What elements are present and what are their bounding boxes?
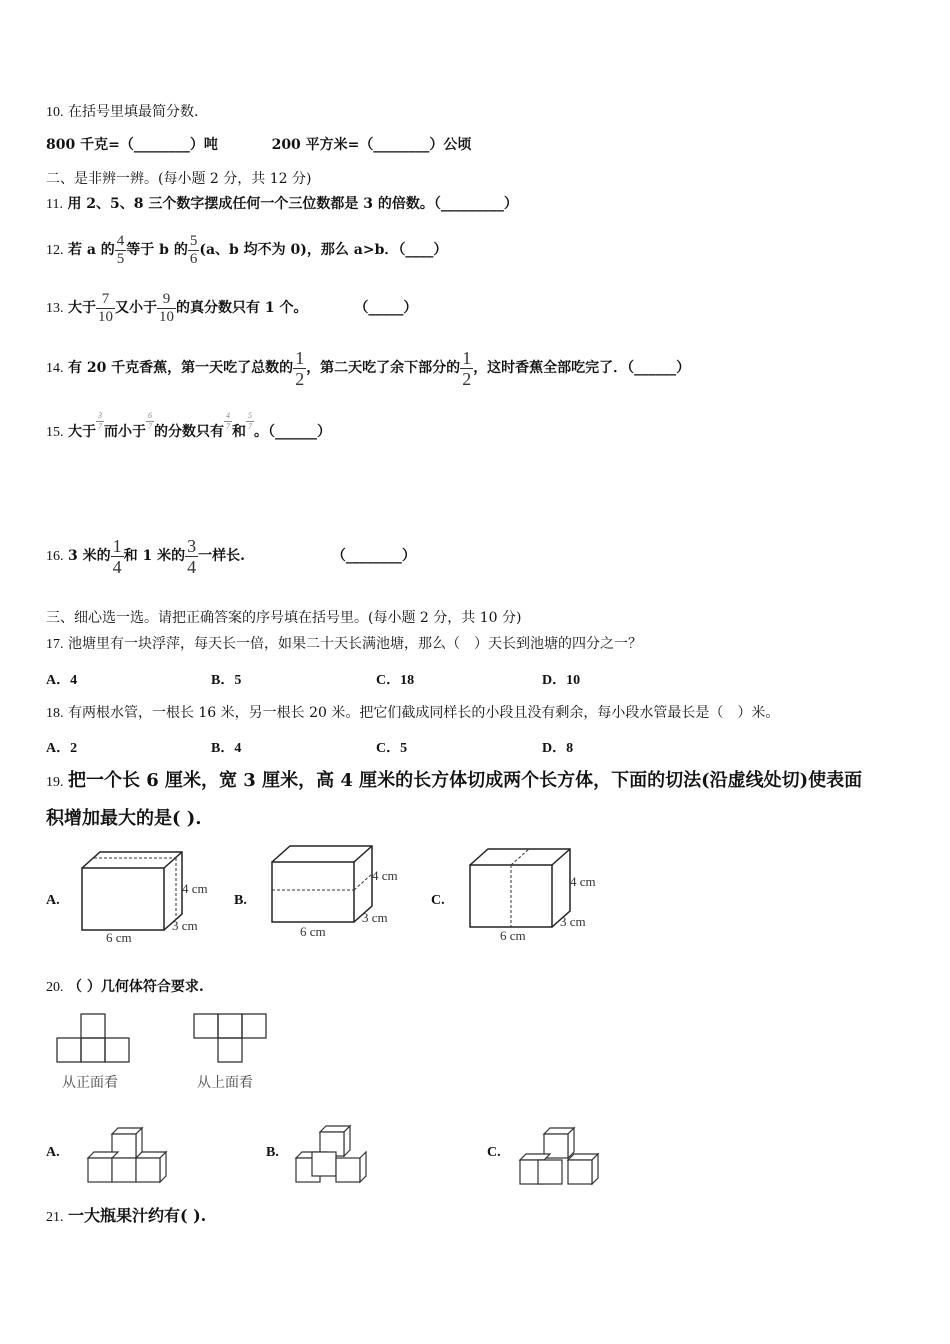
q15-t3: 的分数只有: [153, 424, 224, 440]
section-3-heading: 三、细心选一选。请把正确答案的序号填在括号里。(每小题 2 分，共 10 分): [46, 610, 522, 626]
q14-mid: ，第二天吃了余下部分的: [306, 360, 461, 376]
q12-post: (a、b 均不为 0)，那么 a>b．（____）: [199, 242, 448, 258]
q12-line: [46, 228, 447, 273]
q18-option-c[interactable]: C．5: [376, 741, 408, 756]
q16-mid: 和 1 米的: [123, 548, 186, 564]
q18-text: 有两根水管，一根长 16 米，另一根长 20 米。把它们截成同样长的小段且没有剩余，每小段水管最长是（ ）米。: [67, 705, 780, 721]
q14-pre: 有 20 千克香蕉，第一天吃了总数的: [67, 360, 294, 376]
q20-solid-a: [86, 1124, 172, 1186]
q21-number: 21.: [46, 1210, 64, 1225]
fraction: $\frac{7}{10}$: [97, 290, 113, 325]
q10-answer-line: [46, 135, 471, 155]
dim-height: 4 cm: [182, 881, 208, 896]
q18-option-a[interactable]: A．2: [46, 741, 78, 756]
q13-blank[interactable]: （_____）: [354, 300, 418, 316]
q11-number: 11.: [46, 197, 63, 212]
q16-pre: 3 米的: [67, 548, 111, 564]
fraction: $\frac{6}{7}$: [147, 411, 152, 431]
q10-line: [46, 102, 198, 123]
q19-cuboid-a: [78, 848, 218, 944]
q19-option-c[interactable]: C.: [431, 893, 445, 908]
fraction: $\frac{1}{2}$: [462, 347, 472, 389]
q19-cuboid-b: [268, 842, 408, 942]
q16-line: [46, 532, 416, 581]
q21-text: 一大瓶果汁约有( ).: [67, 1206, 207, 1225]
q12-pre: 若 a 的: [67, 242, 115, 258]
top-view-diagram: [192, 1012, 272, 1064]
q10-blank-1[interactable]: 800 千克=（________）吨: [46, 137, 218, 153]
q15-line: [46, 412, 331, 453]
q19-cuboid-c: [466, 845, 606, 945]
q19-line-2: [46, 806, 202, 833]
top-view-caption: 从上面看: [197, 1074, 253, 1090]
q13-pre: 大于: [67, 300, 96, 316]
front-view-diagram: [55, 1012, 135, 1064]
q12-number: 12.: [46, 243, 64, 258]
q14-number: 14.: [46, 361, 64, 376]
q13-line: [46, 286, 417, 331]
q20-line: [46, 977, 204, 998]
q16-blank[interactable]: （________）: [331, 548, 416, 564]
dim-length: 6 cm: [500, 928, 526, 943]
dim-width: 3 cm: [560, 914, 586, 929]
q16-post: 一样长.: [198, 548, 245, 564]
q14-post: ，这时香蕉全部吃完了．（______）: [473, 360, 691, 376]
q20-solid-c: [516, 1124, 602, 1188]
dim-width: 3 cm: [362, 910, 388, 925]
fraction: $\frac{3}{4}$: [187, 535, 197, 577]
q13-number: 13.: [46, 301, 64, 316]
q19-option-b[interactable]: B.: [234, 893, 247, 908]
q15-t5: 。（______）: [253, 424, 331, 440]
dim-width: 3 cm: [172, 918, 198, 933]
front-view-caption: 从正面看: [62, 1074, 118, 1090]
q17-option-b[interactable]: B．5: [211, 673, 242, 688]
q19-option-a[interactable]: A.: [46, 893, 60, 908]
q20-option-b[interactable]: B.: [266, 1145, 279, 1160]
q13-mid: 又小于: [114, 300, 157, 316]
fraction: $\frac{5}{7}$: [247, 411, 252, 431]
q20-option-c[interactable]: C.: [487, 1145, 501, 1160]
q21-line: [46, 1204, 206, 1230]
q19-number: 19.: [46, 775, 64, 790]
fraction: $\frac{1}{4}$: [112, 535, 122, 577]
q14-line: [46, 344, 690, 393]
q15-t1: 大于: [67, 424, 96, 440]
q10-blank-2[interactable]: 200 平方米=（________）公顷: [271, 137, 472, 153]
section-2-heading: 二、是非辨一辨。(每小题 2 分，共 12 分): [46, 171, 312, 187]
q20-text: （ ）几何体符合要求.: [67, 979, 204, 995]
q18-option-d[interactable]: D．8: [542, 741, 574, 756]
q11-text: 用 2、5、8 三个数字摆成任何一个三位数都是 3 的倍数。（_________）: [67, 196, 518, 212]
fraction: $\frac{4}{5}$: [116, 232, 125, 267]
q17-option-d[interactable]: D．10: [542, 673, 581, 688]
q17-option-c[interactable]: C．18: [376, 673, 415, 688]
q10-text: 在括号里填最简分数.: [67, 104, 199, 120]
fraction: $\frac{9}{10}$: [158, 290, 174, 325]
q19-line-1: [46, 768, 862, 796]
q15-t4: 和: [231, 424, 246, 440]
q13-post: 的真分数只有 1 个。: [175, 300, 308, 316]
q16-number: 16.: [46, 549, 64, 564]
q10-number: 10.: [46, 105, 64, 120]
q20-solid-b: [294, 1122, 374, 1188]
q19-text-1: 把一个长 6 厘米，宽 3 厘米，高 4 厘米的长方体切成两个长方体，下面的切法(沿虚线处切)使表面: [67, 770, 863, 791]
q12-mid: 等于 b 的: [126, 242, 188, 258]
q18-option-b[interactable]: B．4: [211, 741, 242, 756]
q15-t2: 而小于: [103, 424, 146, 440]
dim-height: 4 cm: [372, 868, 398, 883]
fraction: $\frac{4}{7}$: [225, 411, 230, 431]
q17-number: 17.: [46, 637, 64, 652]
q18-line: [46, 703, 779, 724]
q17-text: 池塘里有一块浮萍，每天长一倍，如果二十天长满池塘，那么（ ）天长到池塘的四分之一？: [67, 636, 642, 652]
q20-number: 20.: [46, 980, 64, 995]
q19-text-2: 积增加最大的是( ).: [46, 808, 202, 829]
dim-height: 4 cm: [570, 874, 596, 889]
q17-line: [46, 634, 642, 655]
q18-number: 18.: [46, 706, 64, 721]
dim-length: 6 cm: [106, 930, 132, 944]
fraction: $\frac{5}{6}$: [189, 232, 198, 267]
q20-option-a[interactable]: A.: [46, 1145, 60, 1160]
fraction: $\frac{1}{2}$: [295, 347, 305, 389]
dim-length: 6 cm: [300, 924, 326, 939]
q15-number: 15.: [46, 425, 64, 440]
q17-option-a[interactable]: A．4: [46, 673, 78, 688]
fraction: $\frac{3}{7}$: [97, 411, 102, 431]
q11-line: [46, 194, 518, 215]
